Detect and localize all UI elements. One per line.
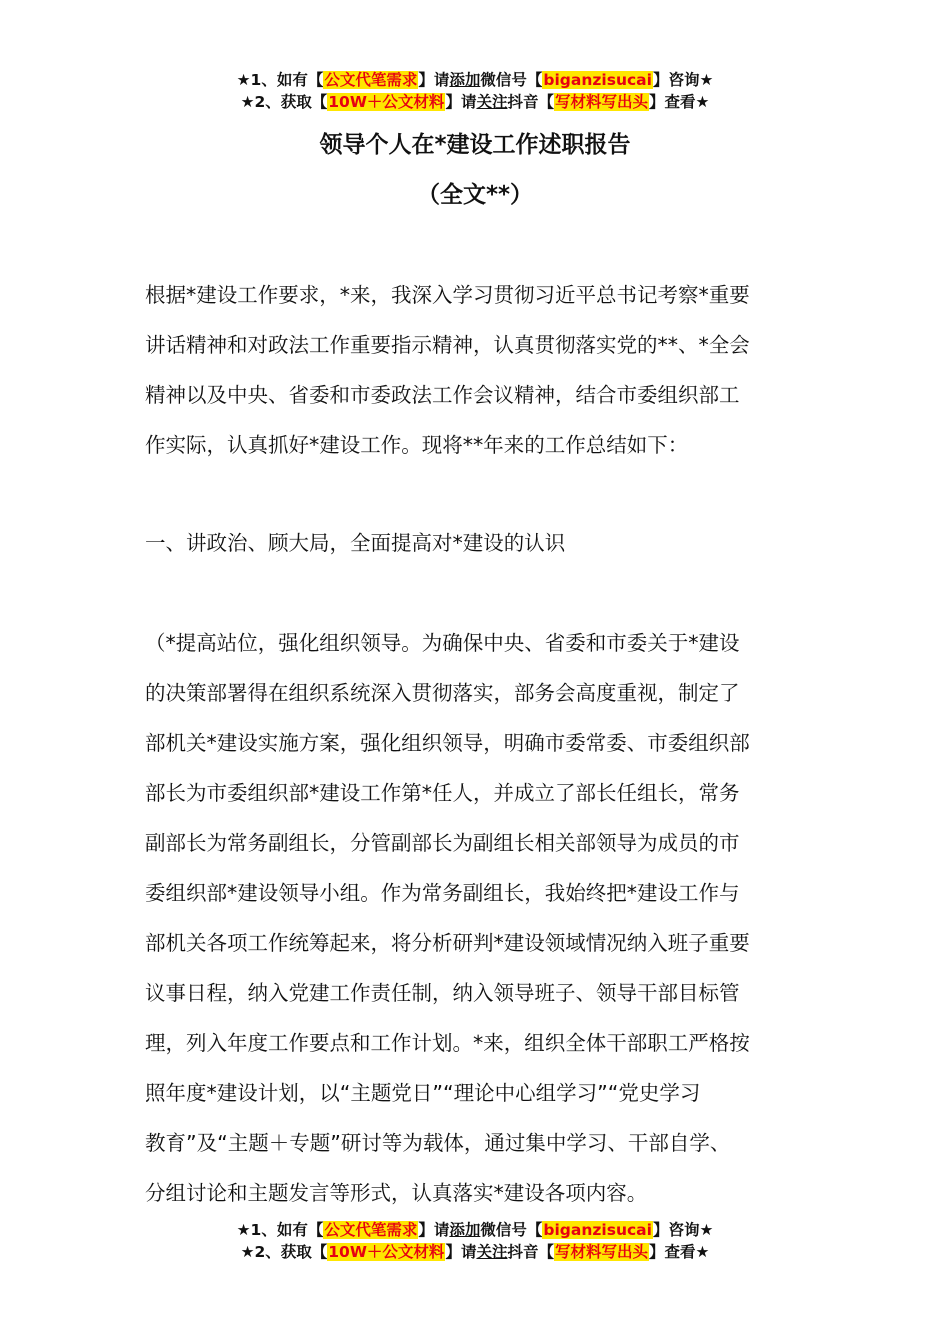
section-paragraph: [145, 618, 825, 1218]
paragraph-line: 议事日程，纳入党建工作责任制，纳入领导班子、领导干部目标管: [145, 981, 740, 1005]
paragraph-line: 委组织部*建设领导小组。作为常务副组长，我始终把*建设工作与: [145, 881, 740, 905]
promo-underline: 关注: [476, 93, 508, 111]
promo-line-2: [0, 1241, 950, 1263]
promo-text: 】查看★: [649, 1243, 710, 1261]
paragraph-line: 部长为市委组织部*建设工作第*任人，并成立了部长任组长，常务: [145, 781, 740, 805]
paragraph-line: 部机关各项工作统筹起来，将分析研判*建设领域情况纳入班子重要: [145, 931, 750, 955]
paragraph-line: 讲话精神和对政法工作重要指示精神，认真贯彻落实党的**、*全会: [145, 333, 750, 357]
promo-line-2: [0, 91, 950, 113]
paragraph-line: 部机关*建设实施方案，强化组织领导，明确市委常委、市委组织部: [145, 731, 750, 755]
paragraph-line: 作实际，认真抓好*建设工作。现将**年来的工作总结如下：: [145, 433, 689, 457]
section-heading-text: 一、讲政治、顾大局，全面提高对*建设的认识: [145, 531, 566, 555]
promo-text: 】请: [418, 1221, 450, 1239]
promo-wechat-id: biganzisucai: [543, 1221, 652, 1239]
promo-text: 】咨询★: [652, 1221, 714, 1239]
promo-text: 抖音【: [507, 1243, 554, 1261]
promo-text: 微信号【: [480, 71, 543, 89]
intro-paragraph: [145, 270, 825, 470]
paragraph-line: 理，列入年度工作要点和工作计划。*来，组织全体干部职工严格按: [145, 1031, 750, 1055]
promo-banner-bottom: [0, 1219, 950, 1263]
promo-line-1: [0, 1219, 950, 1241]
promo-douyin-id: 写材料写出头: [554, 1243, 648, 1261]
promo-underline: 关注: [476, 1243, 508, 1261]
promo-banner-top: [0, 69, 950, 113]
document-title: 领导个人在*建设工作述职报告: [319, 132, 631, 158]
paragraph-line: 精神以及中央、省委和市委政法工作会议精神，结合市委组织部工: [145, 383, 740, 407]
promo-text: ★2、获取【: [240, 93, 328, 111]
section-heading: [145, 518, 825, 568]
paragraph-line: （*提高站位，强化组织领导。为确保中央、省委和市委关于*建设: [145, 631, 740, 655]
document-subtitle: （全文**）: [416, 182, 534, 208]
promo-text: 】请: [445, 1243, 477, 1261]
promo-highlight: 公文代笔需求: [324, 71, 418, 89]
promo-text: ★1、如有【: [236, 71, 324, 89]
promo-highlight: 10W＋公文材料: [328, 93, 445, 111]
promo-highlight: 公文代笔需求: [324, 1221, 418, 1239]
paragraph-line: 照年度*建设计划，以“主题党日”“理论中心组学习”“党史学习: [145, 1081, 701, 1105]
paragraph-line: 的决策部署得在组织系统深入贯彻落实，部务会高度重视，制定了: [145, 681, 740, 705]
promo-text: 】请: [418, 71, 450, 89]
promo-text: 微信号【: [480, 1221, 543, 1239]
promo-wechat-id: biganzisucai: [543, 71, 652, 89]
promo-underline: 添加: [449, 1221, 481, 1239]
promo-line-1: [0, 69, 950, 91]
promo-text: 】咨询★: [652, 71, 714, 89]
promo-text: 】查看★: [649, 93, 710, 111]
promo-text: ★1、如有【: [236, 1221, 324, 1239]
paragraph-line: 分组讨论和主题发言等形式，认真落实*建设各项内容。: [145, 1181, 648, 1205]
promo-text: ★2、获取【: [240, 1243, 328, 1261]
promo-douyin-id: 写材料写出头: [554, 93, 648, 111]
promo-underline: 添加: [449, 71, 481, 89]
paragraph-line: 副部长为常务副组长，分管副部长为副组长相关部领导为成员的市: [145, 831, 740, 855]
paragraph-line: 教育”及“主题＋专题”研讨等为载体，通过集中学习、干部自学、: [145, 1131, 731, 1155]
paragraph-line: 根据*建设工作要求，*来，我深入学习贯彻习近平总书记考察*重要: [145, 283, 750, 307]
promo-text: 抖音【: [507, 93, 554, 111]
promo-highlight: 10W＋公文材料: [328, 1243, 445, 1261]
promo-text: 】请: [445, 93, 477, 111]
